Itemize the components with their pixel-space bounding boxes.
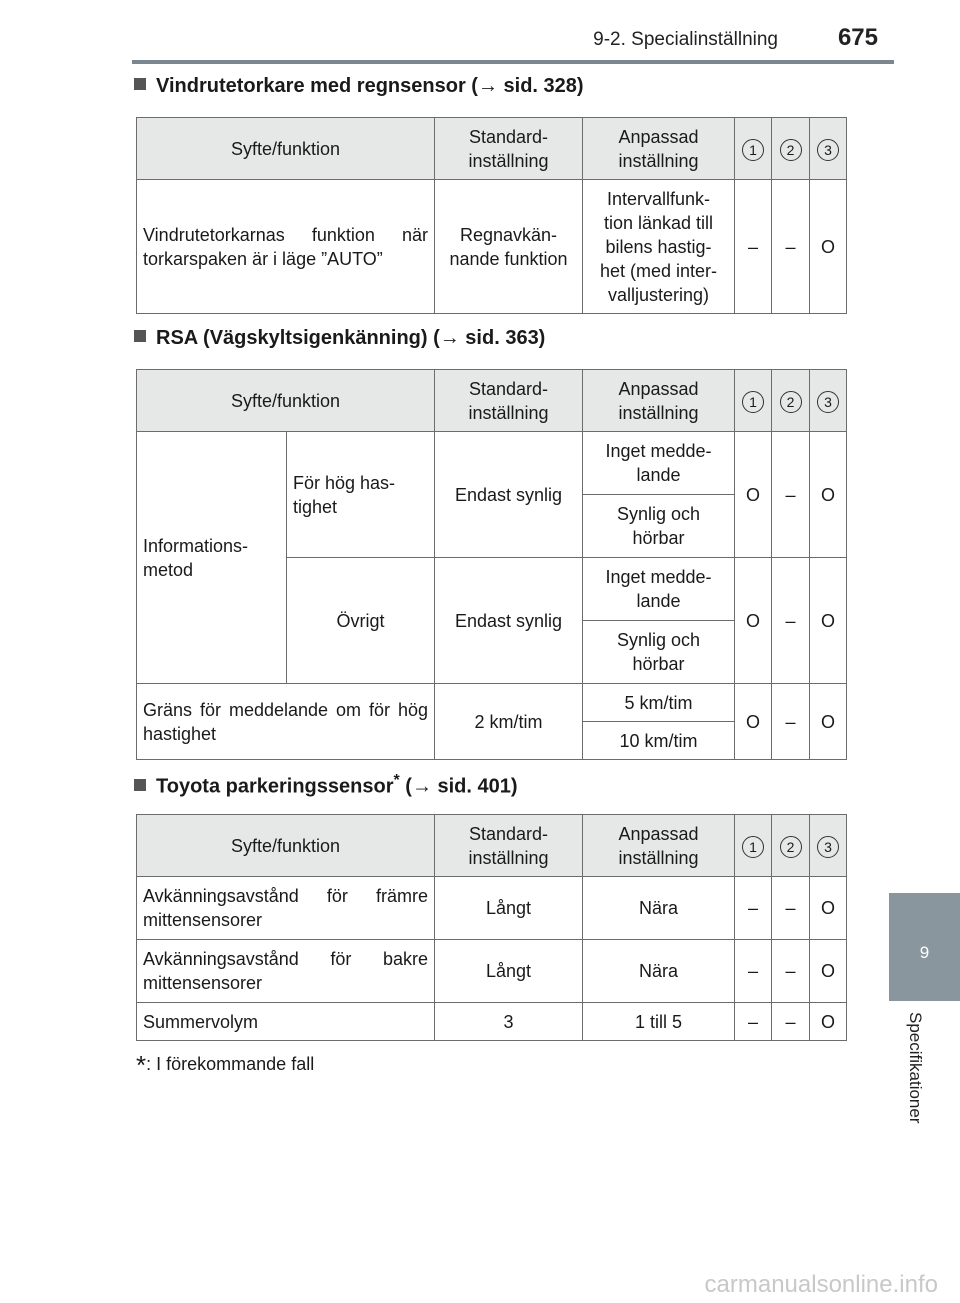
section-heading-wiper: Vindrutetorkare med regnsensor (→ sid. 328) — [134, 75, 584, 98]
arrow-right-icon: → — [439, 327, 460, 349]
chapter-label — [905, 1012, 925, 1147]
table-row: Avkänningsavstånd för bakre mittensensorer Långt Nära – – O — [137, 940, 847, 1003]
bullet-square-icon — [134, 78, 146, 90]
table-header-row — [137, 118, 847, 180]
circled-number-icon: 1 — [742, 139, 764, 161]
chapter-tab[interactable] — [889, 893, 960, 1001]
header-col2 — [772, 815, 810, 877]
page-header — [0, 0, 960, 60]
header-default: Standard- inställning — [435, 370, 583, 432]
table-row: Summervolym 3 1 till 5 – – O — [137, 1003, 847, 1041]
header-rule — [132, 60, 894, 64]
chapter-number: 9 — [919, 943, 930, 962]
footnote-text: : I förekommande fall — [146, 1054, 315, 1074]
circled-number-icon: 2 — [780, 836, 802, 858]
chapter-label-text: Specifikationer — [906, 1012, 925, 1124]
bullet-square-icon — [134, 779, 146, 791]
table-row: Avkänningsavstånd för främre mittensensorer Långt Nära – – O — [137, 877, 847, 940]
table-row: Synlig och hörbar — [137, 621, 847, 684]
header-col1 — [735, 118, 772, 180]
circled-number-icon: 3 — [817, 139, 839, 161]
header-col1 — [735, 815, 772, 877]
arrow-right-icon: → — [477, 75, 498, 97]
header-col2 — [772, 118, 810, 180]
header-col1 — [735, 370, 772, 432]
section-title: 9-2. Specialinställning — [593, 29, 778, 50]
header-purpose: Syfte/funktion — [137, 370, 435, 432]
header-purpose: Syfte/funktion — [137, 815, 435, 877]
footnote-marker: * — [393, 772, 400, 789]
page-number: 675 — [837, 24, 878, 51]
table-header-row — [137, 370, 847, 432]
table-wiper — [136, 117, 847, 314]
table-row: Övrigt Endast synlig Inget medde- lande O – O — [137, 558, 847, 621]
header-default: Standard- inställning — [435, 118, 583, 180]
bullet-square-icon — [134, 330, 146, 342]
circled-number-icon: 2 — [780, 391, 802, 413]
header-col3 — [810, 370, 847, 432]
arrow-right-icon: → — [411, 775, 432, 798]
header-default: Standard- inställning — [435, 815, 583, 877]
header-col2 — [772, 370, 810, 432]
section-heading-parking: Toyota parkeringssensor* (→ sid. 401) — [134, 772, 518, 799]
circled-number-icon: 3 — [817, 391, 839, 413]
watermark: carmanualsonline.info — [704, 1271, 938, 1298]
footnote-marker: * — [136, 1050, 147, 1080]
table-row: Vindrutetorkarnas funktion när torkarspaken är i läge ”AUTO” Regnavkän- nande funktion Intervallfunk- tion länkad till bilens hastig- het (med inter- valljustering) – – O — [137, 180, 847, 314]
circled-number-icon: 1 — [742, 391, 764, 413]
circled-number-icon: 3 — [817, 836, 839, 858]
table-header-row — [137, 815, 847, 877]
circled-number-icon: 2 — [780, 139, 802, 161]
header-purpose: Syfte/funktion — [137, 118, 435, 180]
header-custom: Anpassad inställning — [583, 118, 735, 180]
section-heading-rsa: RSA (Vägskyltsigenkänning) (→ sid. 363) — [134, 327, 545, 350]
footnote — [136, 1050, 314, 1081]
circled-number-icon: 1 — [742, 836, 764, 858]
header-col3 — [810, 118, 847, 180]
table-row: Informations- metod För hög has- tighet Endast synlig Inget medde- lande O – O — [137, 432, 847, 495]
header-custom: Anpassad inställning — [583, 815, 735, 877]
header-col3 — [810, 815, 847, 877]
table-rsa — [136, 369, 847, 760]
header-custom: Anpassad inställning — [583, 370, 735, 432]
table-row: Synlig och hörbar — [137, 495, 847, 558]
table-parking — [136, 814, 847, 1041]
table-row: Gräns för meddelande om för hög hastighet 2 km/tim 5 km/tim O – O — [137, 684, 847, 722]
table-row: 10 km/tim — [137, 722, 847, 760]
